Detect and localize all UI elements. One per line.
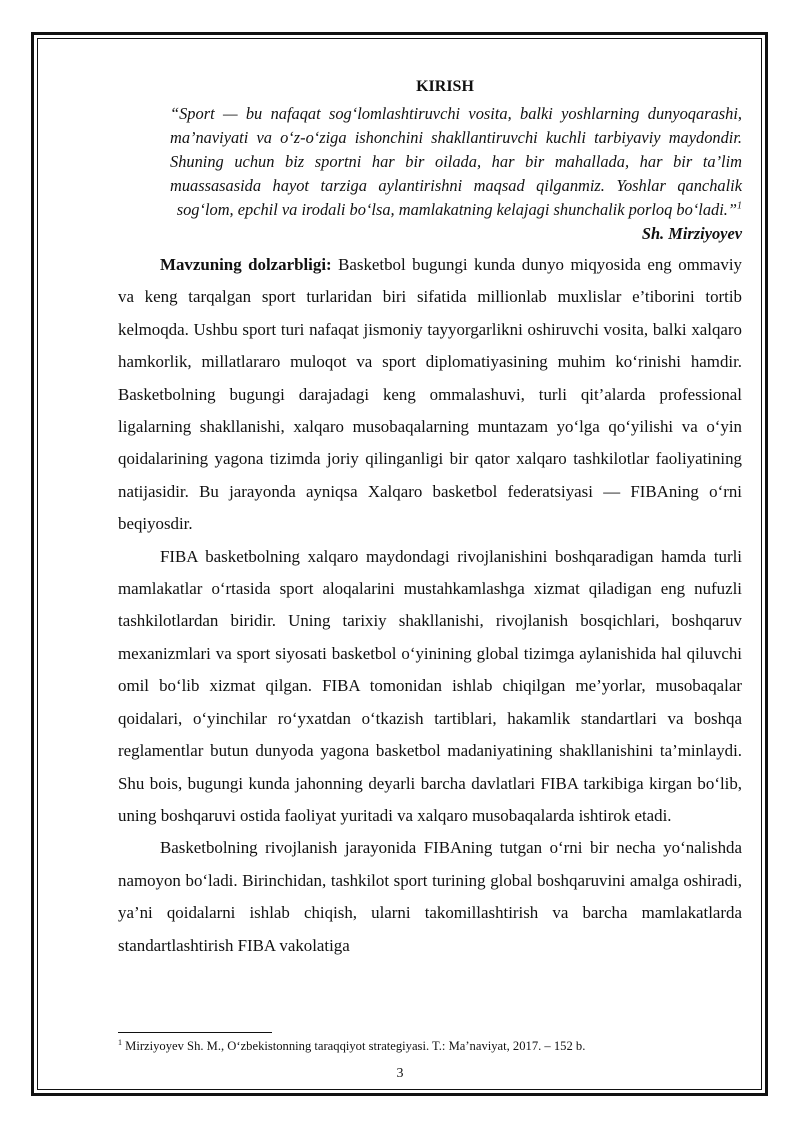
epigraph-text: “Sport — bu nafaqat sog‘lomlashtiruvchi vosita, balki yoshlarning dunyoqarashi, ma’naviyati va o‘z-o‘ziga ishonchini shakllantiruvchi kuchli tarbiyaviy maydondir. Shuning uchun biz sportni har bir oilada, har bir mahallada, har bir ta’lim muassasasida hayot tarziga aylantirishni maqsad qilganmiz. Yoshlar qanchalik sog‘lom, epchil va irodali bo‘lsa, mamlakatning kelajagi shunchalik porloq bo‘ladi.” [170,104,742,219]
paragraph-relevance [118,249,742,541]
footnote-reference: 1 [737,200,742,212]
paragraph-development: Basketbolning rivojlanish jarayonida FIBAning tutgan o‘rni bir necha yo‘nalishda namoyon bo‘ladi. Birinchidan, tashkilot sport turining global boshqaruvini amalga oshiradi, ya’ni qoidalarni ishlab chiqish, ularni takomillashtirish va barcha mamlakatlarda standartlashtirish FIBA vakolatiga [118,838,742,955]
page-number: 3 [396,1066,404,1081]
paragraph-text: Basketbol bugungi kunda dunyo miqyosida eng ommaviy va keng tarqalgan sport turlaridan biri sifatida millionlab muxlislar e’tiborini tortib kelmoqda. Ushbu sport turi nafaqat jismoniy tayyorgarlikni oshiruvchi vosita, balki xalqaro hamkorlik, millatlararo muloqot va sport diplomatiyasining muhim ko‘rinishi hamdir. Basketbolning bugungi darajadagi keng ommalashuvi, turli qit’alarda professional ligalarning shakllanishi, xalqaro musobaqalarning muntazam yo‘lga qo‘yilishi va o‘yin qoidalarining yagona tizimda joriy qilinganligi bir qator xalqaro tashkilotlar faoliyatining natijasidir. Bu jarayonda ayniqsa Xalqaro basketbol federatsiyasi — FIBAning o‘rni beqiyosdir. [118,255,743,534]
footnote-separator [118,1032,272,1033]
footnote [118,1038,585,1054]
paragraph-lead: Mavzuning dolzarbligi: [160,255,332,274]
chapter-title: KIRISH [416,78,474,95]
paragraph-fiba: FIBA basketbolning xalqaro maydondagi rivojlanishini boshqaradigan hamda turli mamlakatlar o‘rtasida sport aloqalarini mustahkamlashga xizmat qiladigan eng nufuzli tashkilotlardan biridir. Uning tarixiy shakllanishi, rivojlanish bosqichlari, boshqaruv mexanizmlari va sport siyosati basketbol o‘yinining global tizimga aylanishida hal qiluvchi omil bo‘lib xizmat qilgan. FIBA tomonidan ishlab chiqilgan me’yorlar, musobaqalar qoidalari, o‘yinchilar ro‘yxatdan o‘tkazish tartiblari, hakamlik standartlari va boshqa reglamentlar butun dunyoda yagona basketbol madaniyatining shakllanishini ta’minlaydi. Shu bois, bugungi kunda jahonning deyarli barcha davlatlari FIBA tarkibiga kirgan bo‘lib, uning boshqaruvi ostida faoliyat yuritadi va xalqaro musobaqalarda ishtirok etadi. [118,546,742,825]
epigraph-author: Sh. Mirziyoyev [641,224,742,243]
footnote-text: Mirziyoyev Sh. M., O‘zbekistonning taraqqiyot strategiyasi. T.: Ma’naviyat, 2017. – 152 b. [125,1039,586,1053]
epigraph [118,102,742,222]
page-content [118,76,742,962]
footnote-number: 1 [118,1037,122,1047]
